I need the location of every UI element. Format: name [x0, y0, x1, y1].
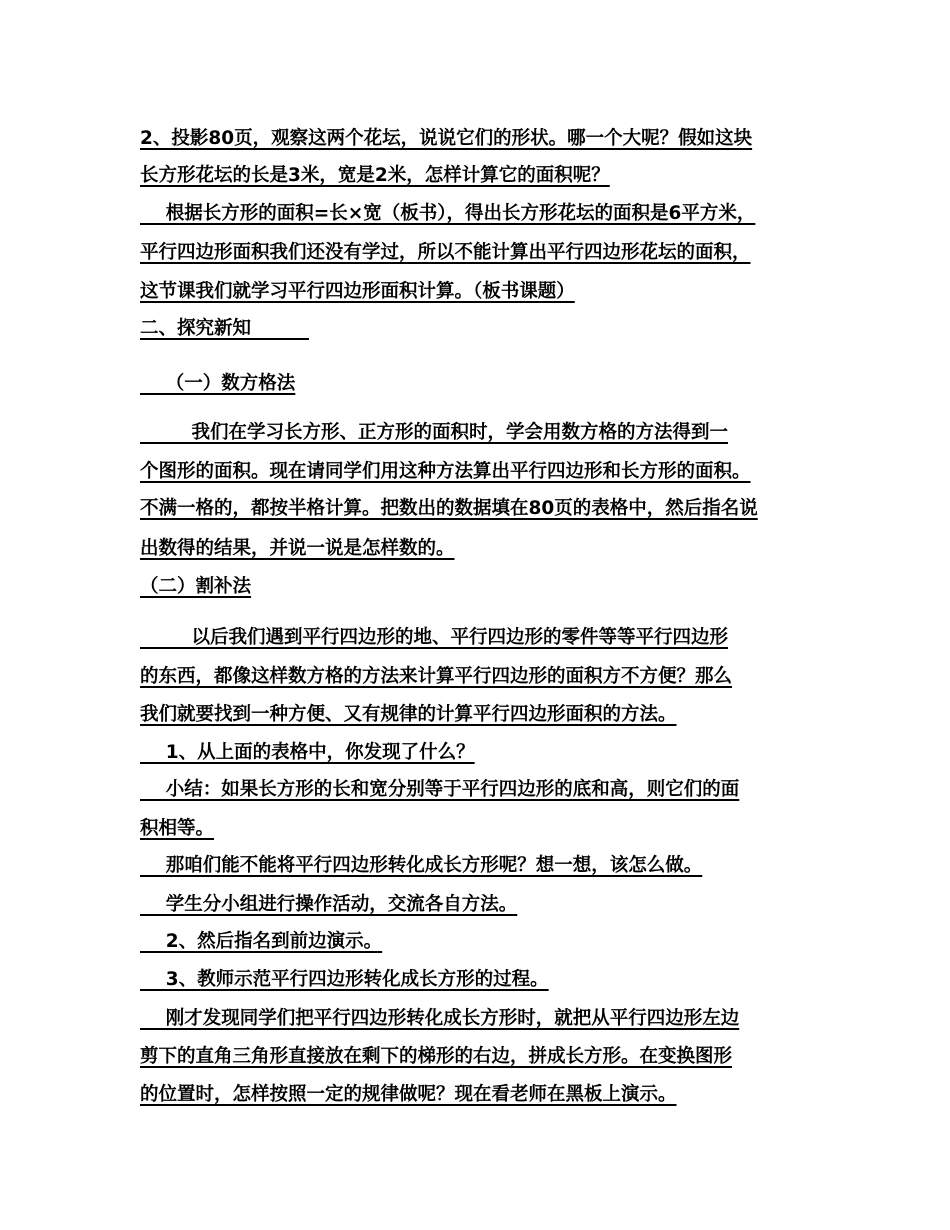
text-line-25: 的位置时，怎样按照一定的规律做呢？现在看老师在黑板上演示。: [140, 1084, 677, 1105]
text-line-10: 不满一格的，都按半格计算。把数出的数据填在80页的表格中，然后指名说: [140, 498, 758, 519]
text-line-9: 个图形的面积。现在请同学们用这种方法算出平行四边形和长方形的面积。: [140, 461, 751, 482]
text-line-24: 剪下的直角三角形直接放在剩下的梯形的右边，拼成长方形。在变换图形: [140, 1046, 733, 1067]
text-line-1: 2、投影80页，观察这两个花坛，说说它们的形状。哪一个大呢？假如这块: [140, 128, 753, 149]
text-line-8: 我们在学习长方形、正方形的面积时，学会用数方格的方法得到一: [140, 422, 729, 443]
text-line-19: 那咱们能不能将平行四边形转化成长方形呢？想一想，该怎么做。: [140, 855, 703, 876]
text-line-11: 出数得的结果，并说一说是怎样数的。: [140, 538, 455, 559]
subsection-heading-1: （一）数方格法: [140, 373, 296, 394]
text-line-5: 这节课我们就学习平行四边形面积计算。（板书课题）: [140, 281, 575, 302]
text-line-23: 刚才发现同学们把平行四边形转化成长方形时，就把从平行四边形左边: [140, 1008, 740, 1029]
text-line-3: 根据长方形的面积=长×宽（板书），得出长方形花坛的面积是6平方米，: [140, 203, 756, 224]
subsection-heading-2: （二）割补法: [140, 576, 252, 597]
text-line-16: 1、从上面的表格中，你发现了什么？: [140, 742, 475, 763]
text-line-17: 小结：如果长方形的长和宽分别等于平行四边形的底和高，则它们的面: [140, 779, 740, 800]
text-line-2: 长方形花坛的长是3米，宽是2米，怎样计算它的面积呢？: [140, 165, 610, 186]
text-line-14: 的东西，都像这样数方格的方法来计算平行四边形的面积方不方便？那么: [140, 666, 733, 687]
text-line-13: 以后我们遇到平行四边形的地、平行四边形的零件等等平行四边形: [140, 627, 729, 648]
text-line-20: 学生分小组进行操作活动，交流各自方法。: [140, 894, 518, 915]
section-heading: 二、探究新知: [140, 318, 309, 339]
text-line-21: 2、然后指名到前边演示。: [140, 931, 383, 952]
text-line-15: 我们就要找到一种方便、又有规律的计算平行四边形面积的方法。: [140, 704, 677, 725]
text-line-18: 积相等。: [140, 818, 215, 839]
text-line-22: 3、教师示范平行四边形转化成长方形的过程。: [140, 969, 549, 990]
text-line-4: 平行四边形面积我们还没有学过，所以不能计算出平行四边形花坛的面积，: [140, 242, 751, 263]
